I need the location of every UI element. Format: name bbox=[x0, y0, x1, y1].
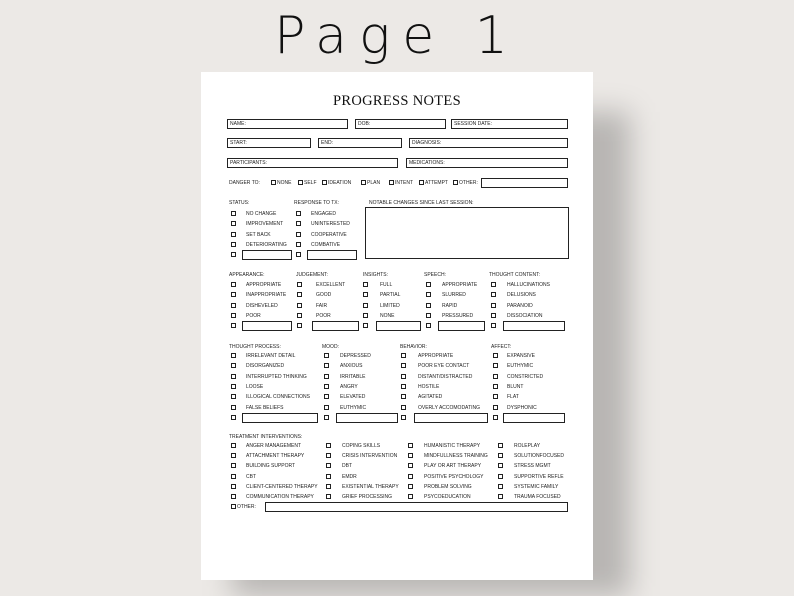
insights-none-label: NONE bbox=[380, 312, 395, 319]
treatment-positive-psychology-label: POSITIVE PSYCHOLOGY bbox=[424, 473, 484, 480]
insights-other-field[interactable] bbox=[376, 321, 421, 331]
treatment-other-field[interactable] bbox=[265, 502, 568, 512]
affect-expansive-label: EXPANSIVE bbox=[507, 353, 535, 359]
thought-process-illogical-connections-checkbox[interactable] bbox=[231, 394, 236, 399]
affect-constricted-label: CONSTRICTED bbox=[507, 373, 544, 380]
start-field[interactable]: START: bbox=[227, 138, 311, 148]
thought-content-delusions-checkbox[interactable] bbox=[491, 292, 496, 297]
treatment-existential-therapy-label: EXISTENTIAL THERAPY bbox=[342, 483, 399, 490]
affect-constricted-checkbox[interactable] bbox=[493, 374, 498, 379]
speech-other-field[interactable] bbox=[438, 321, 485, 331]
treatment-label: TREATMENT INTERVENTIONS: bbox=[229, 434, 303, 440]
mood-euthymic-checkbox[interactable] bbox=[324, 405, 329, 410]
treatment-other-checkbox[interactable] bbox=[231, 504, 236, 509]
thought-content-paranoid-label: PARANOID bbox=[507, 302, 533, 309]
speech-slurred-checkbox[interactable] bbox=[426, 292, 431, 297]
behavior-poor-eye-contact-label: POOR EYE CONTACT bbox=[418, 363, 470, 370]
treatment-coping-skills-checkbox[interactable] bbox=[326, 443, 331, 448]
judgement-label: JUDGEMENT: bbox=[296, 272, 328, 278]
participants-field[interactable]: PARTICIPANTS: bbox=[227, 158, 398, 168]
thought-process-other-checkbox[interactable] bbox=[231, 415, 236, 420]
appearance-disheveled-label: DISHEVELED bbox=[246, 302, 278, 309]
treatment-trauma-focused-label: TRAUMA FOCUSED bbox=[514, 494, 561, 500]
end-field[interactable]: END: bbox=[318, 138, 402, 148]
treatment-roleplay-label: ROLEPLAY bbox=[514, 443, 541, 449]
insights-partial-label: PARTIAL bbox=[380, 292, 401, 299]
danger-intent-label: INTENT bbox=[395, 180, 414, 186]
insights-full-checkbox[interactable] bbox=[363, 282, 368, 287]
behavior-other-field[interactable] bbox=[414, 413, 488, 423]
thought-process-false-beliefs-label: FALSE BELIEFS bbox=[246, 404, 284, 411]
treatment-emdr-checkbox[interactable] bbox=[326, 474, 331, 479]
treatment-psycoeducation-label: PSYCOEDUCATION bbox=[424, 494, 471, 500]
thought-process-loose-label: LOOSE bbox=[246, 383, 264, 390]
thought-process-irrelevant-detail-checkbox[interactable] bbox=[231, 353, 236, 358]
thought-process-disorganized-label: DISORGANIZED bbox=[246, 363, 285, 370]
session-date-field[interactable]: SESSION DATE: bbox=[451, 119, 568, 129]
danger-self-label: SELF bbox=[304, 180, 317, 186]
mood-other-field[interactable] bbox=[336, 413, 398, 423]
treatment-building-support-label: BUILDING SUPPORT bbox=[246, 463, 296, 470]
treatment-problem-solving-label: PROBLEM SOLVING bbox=[424, 483, 472, 490]
mood-euthymic-label: EUTHYMIC bbox=[340, 404, 367, 411]
behavior-agitated-label: AGITATED bbox=[418, 394, 443, 401]
treatment-dbt-label: DBT bbox=[342, 463, 352, 470]
form-title: PROGRESS NOTES bbox=[333, 93, 461, 109]
mood-depressed-label: DEPRESSED bbox=[340, 353, 371, 359]
mood-anxious-checkbox[interactable] bbox=[324, 363, 329, 368]
behavior-other-checkbox[interactable] bbox=[401, 415, 406, 420]
affect-blunt-label: BLUNT bbox=[507, 383, 524, 390]
mood-elevated-checkbox[interactable] bbox=[324, 394, 329, 399]
status-set-back-label: SET BACK bbox=[246, 231, 271, 238]
treatment-play-or-art-therapy-checkbox[interactable] bbox=[408, 463, 413, 468]
status-no-change-label: NO CHANGE bbox=[246, 211, 277, 217]
insights-none-checkbox[interactable] bbox=[363, 313, 368, 318]
thought-content-other-checkbox[interactable] bbox=[491, 323, 496, 328]
speech-label: SPEECH: bbox=[424, 272, 446, 278]
status-improvement-label: IMPROVEMENT bbox=[246, 221, 284, 228]
behavior-appropriate-checkbox[interactable] bbox=[401, 353, 406, 358]
danger-none-label: NONE bbox=[277, 180, 292, 186]
mood-label: MOOD: bbox=[322, 344, 339, 350]
treatment-psycoeducation-checkbox[interactable] bbox=[408, 494, 413, 499]
diagnosis-field[interactable]: DIAGNOSIS: bbox=[409, 138, 568, 148]
treatment-communication-therapy-label: COMMUNICATION THERAPY bbox=[246, 494, 314, 500]
appearance-poor-label: POOR bbox=[246, 312, 261, 319]
response-combative-checkbox[interactable] bbox=[296, 242, 301, 247]
insights-other-checkbox[interactable] bbox=[363, 323, 368, 328]
treatment-emdr-label: EMDR bbox=[342, 473, 357, 480]
treatment-anger-management-label: ANGER MANAGEMENT bbox=[246, 443, 302, 449]
response-other-field[interactable] bbox=[307, 250, 357, 260]
insights-full-label: FULL bbox=[380, 282, 393, 288]
behavior-poor-eye-contact-checkbox[interactable] bbox=[401, 363, 406, 368]
danger-intent-checkbox[interactable] bbox=[389, 180, 394, 185]
treatment-client-centered-therapy-checkbox[interactable] bbox=[231, 484, 236, 489]
treatment-roleplay-checkbox[interactable] bbox=[498, 443, 503, 448]
danger-ideation-label: IDEATION bbox=[328, 180, 352, 186]
speech-slurred-label: SLURRED bbox=[442, 292, 466, 299]
status-deteriorating-label: DETERIORATING bbox=[246, 241, 287, 248]
behavior-distant-distracted-label: DISTANT/DISTRACTED bbox=[418, 373, 473, 380]
danger-none-checkbox[interactable] bbox=[271, 180, 276, 185]
status-label: STATUS: bbox=[229, 200, 250, 206]
status-other-checkbox[interactable] bbox=[231, 252, 236, 257]
behavior-overly-accomodating-label: OVERLY ACCOMODATING bbox=[418, 404, 480, 411]
treatment-humanistic-therapy-checkbox[interactable] bbox=[408, 443, 413, 448]
danger-self-checkbox[interactable] bbox=[298, 180, 303, 185]
affect-blunt-checkbox[interactable] bbox=[493, 384, 498, 389]
treatment-systemic-family-label: SYSTEMIC FAMILY bbox=[514, 483, 559, 490]
behavior-hostile-checkbox[interactable] bbox=[401, 384, 406, 389]
appearance-inappropriate-checkbox[interactable] bbox=[231, 292, 236, 297]
response-cooperative-label: COOPERATIVE bbox=[311, 231, 347, 238]
treatment-stress-mgmt-checkbox[interactable] bbox=[498, 463, 503, 468]
thought-process-illogical-connections-label: ILLOGICAL CONNECTIONS bbox=[246, 394, 310, 401]
treatment-problem-solving-checkbox[interactable] bbox=[408, 484, 413, 489]
response-label: RESPONSE TO TX: bbox=[294, 200, 340, 206]
affect-flat-checkbox[interactable] bbox=[493, 394, 498, 399]
judgement-fair-label: FAIR bbox=[316, 302, 328, 309]
response-engaged-checkbox[interactable] bbox=[296, 211, 301, 216]
danger-other-field[interactable] bbox=[481, 178, 568, 188]
affect-euthymic-checkbox[interactable] bbox=[493, 363, 498, 368]
status-set-back-checkbox[interactable] bbox=[231, 232, 236, 237]
treatment-stress-mgmt-label: STRESS MGMT bbox=[514, 463, 551, 470]
treatment-systemic-family-checkbox[interactable] bbox=[498, 484, 503, 489]
judgement-poor-label: POOR bbox=[316, 312, 331, 319]
treatment-attachment-therapy-label: ATTACHMENT THERAPY bbox=[246, 453, 305, 460]
mood-irritable-label: IRRITABLE bbox=[340, 373, 366, 380]
danger-plan-label: PLAN bbox=[367, 180, 381, 186]
name-field[interactable]: NAME: bbox=[227, 119, 348, 129]
behavior-agitated-checkbox[interactable] bbox=[401, 394, 406, 399]
danger-other-checkbox[interactable] bbox=[453, 180, 458, 185]
treatment-supportive-refle-checkbox[interactable] bbox=[498, 474, 503, 479]
response-uninterested-checkbox[interactable] bbox=[296, 221, 301, 226]
speech-appropriate-checkbox[interactable] bbox=[426, 282, 431, 287]
judgement-excellent-label: EXCELLENT bbox=[316, 282, 346, 288]
form-sheet bbox=[201, 72, 593, 580]
insights-partial-checkbox[interactable] bbox=[363, 292, 368, 297]
danger-attempt-checkbox[interactable] bbox=[419, 180, 424, 185]
response-engaged-label: ENGAGED bbox=[311, 211, 337, 217]
thought-content-dissociation-label: DISSOCIATION bbox=[507, 312, 543, 319]
judgement-excellent-checkbox[interactable] bbox=[297, 282, 302, 287]
treatment-solutionfocused-label: SOLUTIONFOCUSED bbox=[514, 453, 565, 460]
treatment-communication-therapy-checkbox[interactable] bbox=[231, 494, 236, 499]
page-label: Page 1 bbox=[274, 6, 520, 66]
treatment-anger-management-checkbox[interactable] bbox=[231, 443, 236, 448]
behavior-hostile-label: HOSTILE bbox=[418, 383, 440, 390]
treatment-attachment-therapy-checkbox[interactable] bbox=[231, 453, 236, 458]
treatment-play-or-art-therapy-label: PLAY OR ART THERAPY bbox=[424, 463, 482, 470]
appearance-poor-checkbox[interactable] bbox=[231, 313, 236, 318]
status-other-field[interactable] bbox=[242, 250, 292, 260]
danger-plan-checkbox[interactable] bbox=[361, 180, 366, 185]
treatment-other-label: OTHER: bbox=[237, 504, 256, 510]
treatment-solutionfocused-checkbox[interactable] bbox=[498, 453, 503, 458]
speech-appropriate-label: APPROPRIATE bbox=[442, 282, 478, 288]
judgement-good-label: GOOD bbox=[316, 292, 332, 299]
response-other-checkbox[interactable] bbox=[296, 252, 301, 257]
affect-other-checkbox[interactable] bbox=[493, 415, 498, 420]
thought-process-label: THOUGHT PROCESS: bbox=[229, 344, 281, 350]
treatment-building-support-checkbox[interactable] bbox=[231, 463, 236, 468]
thought-content-hallucinations-label: HALLUCINATIONS bbox=[507, 282, 550, 288]
judgement-other-field[interactable] bbox=[312, 321, 359, 331]
mood-irritable-checkbox[interactable] bbox=[324, 374, 329, 379]
speech-rapid-checkbox[interactable] bbox=[426, 303, 431, 308]
treatment-client-centered-therapy-label: CLIENT-CENTERED THERAPY bbox=[246, 483, 318, 490]
status-no-change-checkbox[interactable] bbox=[231, 211, 236, 216]
treatment-existential-therapy-checkbox[interactable] bbox=[326, 484, 331, 489]
treatment-supportive-refle-label: SUPPORTIVE REFLE bbox=[514, 473, 564, 480]
treatment-mindfullness-training-label: MINDFULLNESS TRAINING bbox=[424, 453, 488, 460]
behavior-distant-distracted-checkbox[interactable] bbox=[401, 374, 406, 379]
appearance-inappropriate-label: INAPPROPRIATE bbox=[246, 292, 287, 299]
thought-process-interrupted-thinking-label: INTERRUPTED THINKING bbox=[246, 373, 307, 380]
appearance-disheveled-checkbox[interactable] bbox=[231, 303, 236, 308]
behavior-overly-accomodating-checkbox[interactable] bbox=[401, 405, 406, 410]
thought-content-hallucinations-checkbox[interactable] bbox=[491, 282, 496, 287]
danger-label: DANGER TO: bbox=[229, 180, 260, 186]
judgement-good-checkbox[interactable] bbox=[297, 292, 302, 297]
mood-anxious-label: ANXIOUS bbox=[340, 363, 363, 370]
mood-elevated-label: ELEVATED bbox=[340, 394, 366, 401]
behavior-appropriate-label: APPROPRIATE bbox=[418, 353, 454, 359]
treatment-crisis-intervention-checkbox[interactable] bbox=[326, 453, 331, 458]
response-cooperative-checkbox[interactable] bbox=[296, 232, 301, 237]
thought-content-dissociation-checkbox[interactable] bbox=[491, 313, 496, 318]
thought-content-paranoid-checkbox[interactable] bbox=[491, 303, 496, 308]
notable-changes-box[interactable] bbox=[365, 207, 569, 259]
thought-process-other-field[interactable] bbox=[242, 413, 318, 423]
treatment-crisis-intervention-label: CRISIS INTERVENTION bbox=[342, 453, 398, 460]
thought-content-other-field[interactable] bbox=[503, 321, 565, 331]
judgement-other-checkbox[interactable] bbox=[297, 323, 302, 328]
response-uninterested-label: UNINTERESTED bbox=[311, 221, 350, 228]
treatment-grief-processing-label: GRIEF PROCESSING bbox=[342, 494, 393, 500]
treatment-positive-psychology-checkbox[interactable] bbox=[408, 474, 413, 479]
insights-label: INSIGHTS: bbox=[363, 272, 389, 278]
judgement-fair-checkbox[interactable] bbox=[297, 303, 302, 308]
affect-flat-label: FLAT bbox=[507, 394, 519, 401]
insights-limited-checkbox[interactable] bbox=[363, 303, 368, 308]
medications-field[interactable]: MEDICATIONS: bbox=[406, 158, 568, 168]
thought-process-irrelevant-detail-label: IRRELEVANT DETAIL bbox=[246, 353, 296, 359]
status-improvement-checkbox[interactable] bbox=[231, 221, 236, 226]
mood-other-checkbox[interactable] bbox=[324, 415, 329, 420]
affect-expansive-checkbox[interactable] bbox=[493, 353, 498, 358]
appearance-other-field[interactable] bbox=[242, 321, 292, 331]
speech-rapid-label: RAPID bbox=[442, 302, 458, 309]
speech-pressured-checkbox[interactable] bbox=[426, 313, 431, 318]
thought-process-interrupted-thinking-checkbox[interactable] bbox=[231, 374, 236, 379]
response-combative-label: COMBATIVE bbox=[311, 241, 341, 248]
danger-attempt-label: ATTEMPT bbox=[425, 180, 448, 186]
affect-other-field[interactable] bbox=[503, 413, 565, 423]
thought-process-loose-checkbox[interactable] bbox=[231, 384, 236, 389]
thought-process-disorganized-checkbox[interactable] bbox=[231, 363, 236, 368]
appearance-appropriate-checkbox[interactable] bbox=[231, 282, 236, 287]
danger-other-label: OTHER: bbox=[459, 180, 478, 186]
status-deteriorating-checkbox[interactable] bbox=[231, 242, 236, 247]
judgement-poor-checkbox[interactable] bbox=[297, 313, 302, 318]
treatment-mindfullness-training-checkbox[interactable] bbox=[408, 453, 413, 458]
appearance-label: APPEARANCE: bbox=[229, 272, 265, 278]
treatment-dbt-checkbox[interactable] bbox=[326, 463, 331, 468]
mood-angry-checkbox[interactable] bbox=[324, 384, 329, 389]
speech-pressured-label: PRESSURED bbox=[442, 312, 474, 319]
danger-ideation-checkbox[interactable] bbox=[322, 180, 327, 185]
treatment-grief-processing-checkbox[interactable] bbox=[326, 494, 331, 499]
speech-other-checkbox[interactable] bbox=[426, 323, 431, 328]
insights-limited-label: LIMITED bbox=[380, 302, 400, 309]
thought-content-delusions-label: DELUSIONS bbox=[507, 292, 536, 299]
treatment-cbt-checkbox[interactable] bbox=[231, 474, 236, 479]
affect-dysphonic-checkbox[interactable] bbox=[493, 405, 498, 410]
thought-process-false-beliefs-checkbox[interactable] bbox=[231, 405, 236, 410]
mood-depressed-checkbox[interactable] bbox=[324, 353, 329, 358]
treatment-humanistic-therapy-label: HUMANISTIC THERAPY bbox=[424, 443, 481, 449]
mood-angry-label: ANGRY bbox=[340, 383, 358, 390]
treatment-coping-skills-label: COPING SKILLS bbox=[342, 443, 381, 449]
treatment-cbt-label: CBT bbox=[246, 473, 256, 480]
thought-content-label: THOUGHT CONTENT: bbox=[489, 272, 541, 278]
appearance-other-checkbox[interactable] bbox=[231, 323, 236, 328]
notable-changes-label: NOTABLE CHANGES SINCE LAST SESSION: bbox=[369, 200, 474, 206]
affect-dysphonic-label: DYSPHONIC bbox=[507, 404, 537, 411]
dob-field[interactable]: DOB: bbox=[355, 119, 446, 129]
treatment-trauma-focused-checkbox[interactable] bbox=[498, 494, 503, 499]
affect-label: AFFECT: bbox=[491, 344, 512, 350]
affect-euthymic-label: EUTHYMIC bbox=[507, 363, 534, 370]
behavior-label: BEHAVIOR: bbox=[400, 344, 427, 350]
appearance-appropriate-label: APPROPRIATE bbox=[246, 282, 282, 288]
